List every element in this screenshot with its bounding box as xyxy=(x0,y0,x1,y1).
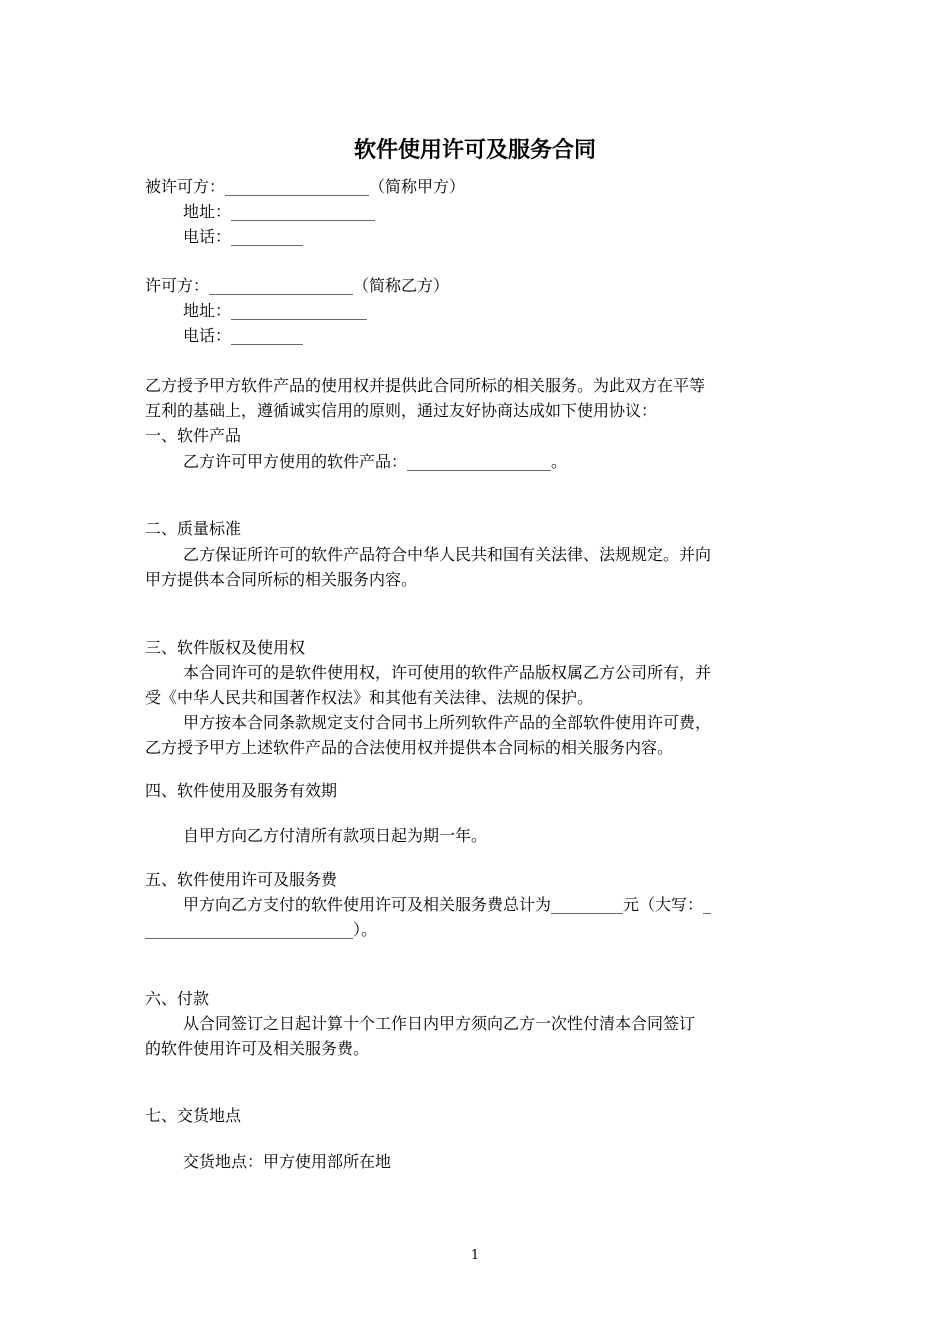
section-text: 从合同签订之日起计算十个工作日内甲方须向乙方一次性付清本合同签订 xyxy=(183,1014,696,1033)
section-text: 乙方许可甲方使用的软件产品：__________________。 xyxy=(183,452,568,471)
intro-line: 互利的基础上，遵循诚实信用的原则，通过友好协商达成如下使用协议： xyxy=(145,401,658,420)
party-a-phone: 电话：_________ xyxy=(183,227,304,246)
section-text: 甲方按本合同条款规定支付合同书上所列软件产品的全部软件使用许可费， xyxy=(183,713,712,732)
section-text: 甲方向乙方支付的软件使用许可及相关服务费总计为_________元（大写：_ xyxy=(183,895,712,914)
section-heading: 七、交货地点 xyxy=(145,1106,242,1125)
section-heading: 六、付款 xyxy=(145,989,210,1008)
section-heading: 五、软件使用许可及服务费 xyxy=(145,870,338,889)
section-heading: 一、软件产品 xyxy=(145,426,242,445)
party-b-address: 地址：_________________ xyxy=(183,301,368,320)
intro-line: 乙方授予甲方软件产品的使用权并提供此合同所标的相关服务。为此双方在平等 xyxy=(145,376,706,395)
section-text: 受《中华人民共和国著作权法》和其他有关法律、法规的保护。 xyxy=(145,688,594,707)
party-b-phone: 电话：_________ xyxy=(183,326,304,345)
section-text: 乙方保证所许可的软件产品符合中华人民共和国有关法律、法规规定。并向 xyxy=(183,545,712,564)
page-number: 1 xyxy=(470,1248,480,1263)
section-text: 本合同许可的是软件使用权，许可使用的软件产品版权属乙方公司所有，并 xyxy=(183,663,712,682)
party-b-line: 许可方：__________________（简称乙方） xyxy=(145,276,450,295)
section-text: 自甲方向乙方付清所有款项日起为期一年。 xyxy=(183,826,488,845)
section-text: __________________________）。 xyxy=(145,920,378,939)
section-text: 交货地点：甲方使用部所在地 xyxy=(183,1152,392,1171)
section-text: 的软件使用许可及相关服务费。 xyxy=(145,1039,370,1058)
section-heading: 三、软件版权及使用权 xyxy=(145,638,306,657)
document-title: 软件使用许可及服务合同 xyxy=(353,137,596,163)
section-heading: 二、质量标准 xyxy=(145,519,242,538)
section-text: 乙方授予甲方上述软件产品的合法使用权并提供本合同标的相关服务内容。 xyxy=(145,738,674,757)
section-text: 甲方提供本合同所标的相关服务内容。 xyxy=(145,570,418,589)
party-a-address: 地址：__________________ xyxy=(183,202,376,221)
section-heading: 四、软件使用及服务有效期 xyxy=(145,781,338,800)
party-a-line: 被许可方：__________________（简称甲方） xyxy=(145,177,466,196)
